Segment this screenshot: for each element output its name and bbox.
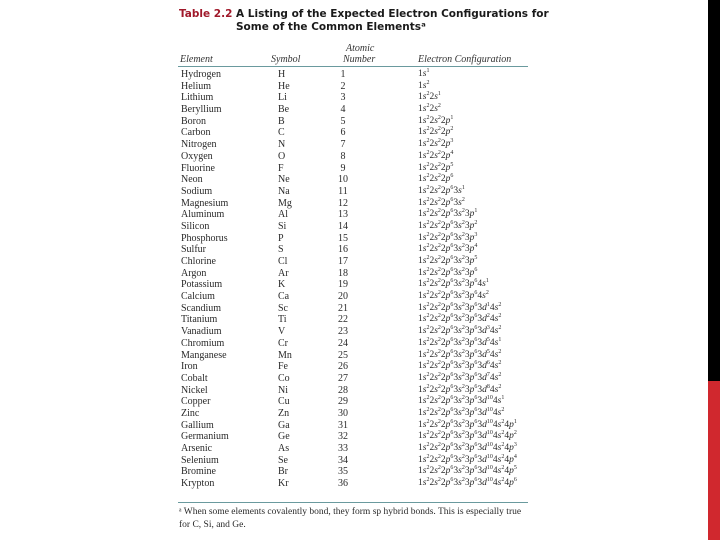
table-title: A Listing of the Expected Electron Configurations for Some of the Common Elementsᵃ: [236, 8, 549, 33]
element-name: Manganese: [181, 349, 227, 361]
electron-configuration: $1s^22s^22p^2$: [418, 126, 454, 138]
electron-configuration: $1s^22s^22p^6$: [418, 173, 454, 185]
electron-configuration: $1s^22s^22p^63s^23p^64s^2$: [418, 290, 489, 302]
element-name: Vanadium: [181, 326, 222, 338]
element-symbol: Al: [278, 209, 288, 221]
table-row: [0, 151, 720, 163]
element-symbol: N: [278, 139, 286, 151]
electron-configuration: $1s^22s^22p^63s^23p^63d^{10}4s^24p^6$: [418, 477, 517, 489]
element-name: Zinc: [181, 407, 200, 419]
element-symbol: Ca: [278, 291, 290, 303]
element-symbol: Mg: [278, 197, 292, 209]
table-row: [0, 420, 720, 432]
table-row: [0, 279, 720, 291]
atomic-number: 31: [338, 419, 348, 431]
table-body: [0, 69, 720, 490]
electron-configuration: $1s^22s^22p^63s^1$: [418, 184, 465, 196]
table-row: [0, 127, 720, 139]
table-row: [0, 233, 720, 245]
electron-configuration: $1s^22s^22p^4$: [418, 149, 454, 161]
element-name: Silicon: [181, 220, 210, 232]
element-symbol: Ge: [278, 431, 290, 443]
element-name: Krypton: [181, 478, 215, 490]
bottom-rule: [178, 502, 528, 503]
electron-configuration: $1s^22s^22p^63s^23p^63d^14s^2$: [418, 301, 502, 313]
electron-configuration: $1s^22s^22p^63s^23p^63d^{10}4s^24p^2$: [418, 430, 517, 442]
element-name: Sulfur: [181, 244, 206, 256]
element-symbol: Sc: [278, 302, 288, 314]
element-name: Neon: [181, 174, 203, 186]
table-row: [0, 69, 720, 81]
atomic-number: 34: [338, 454, 348, 466]
electron-configuration: $1s^22s^22p^63s^23p^63d^64s^2$: [418, 360, 502, 372]
element-name: Arsenic: [181, 443, 213, 454]
electron-configuration: $1s^2$: [418, 79, 430, 91]
element-name: Carbon: [181, 127, 211, 139]
element-name: Oxygen: [181, 150, 213, 162]
table-row: [0, 466, 720, 478]
atomic-number: 29: [338, 396, 348, 408]
electron-configuration: $1s^22s^22p^63s^23p^63d^54s^2$: [418, 348, 502, 360]
electron-configuration: $1s^22s^22p^63s^23p^6$: [418, 266, 478, 278]
header-electron-configuration: Electron Configuration: [418, 54, 512, 65]
electron-configuration: $1s^22s^22p^63s^23p^63d^{10}4s^24p^3$: [418, 442, 517, 453]
atomic-number: 17: [338, 256, 348, 267]
electron-configuration: $1s^22s^2$: [418, 103, 441, 115]
table-row: [0, 198, 720, 210]
electron-configuration: $1s^22s^1$: [418, 91, 441, 103]
element-symbol: Mn: [278, 349, 292, 361]
element-symbol: H: [278, 69, 286, 80]
table-row: [0, 373, 720, 385]
header-element: Element: [180, 54, 213, 65]
element-symbol: Ar: [278, 267, 289, 279]
element-symbol: S: [278, 244, 284, 256]
atomic-number: 10: [338, 174, 348, 186]
element-symbol: Cr: [278, 337, 288, 349]
element-name: Selenium: [181, 454, 219, 466]
electron-configuration: $1s^22s^22p^1$: [418, 114, 454, 126]
element-name: Nickel: [181, 384, 208, 396]
atomic-number: 3: [340, 92, 346, 104]
element-symbol: Ne: [278, 174, 290, 186]
atomic-number: 8: [340, 150, 346, 162]
element-name: Iron: [181, 361, 198, 373]
header-symbol: Symbol: [271, 54, 301, 65]
electron-configuration: $1s^22s^22p^63s^23p^63d^84s^2$: [418, 383, 502, 395]
element-symbol: Be: [278, 104, 290, 116]
element-symbol: B: [278, 115, 285, 127]
element-name: Cobalt: [181, 372, 208, 384]
table-footnote: ᵃ When some elements covalently bond, they form sp hybrid bonds. This is especially true for C, Si, and Ge.: [179, 507, 522, 530]
element-name: Nitrogen: [181, 139, 217, 151]
electron-configuration: $1s^22s^22p^63s^23p^2$: [418, 219, 478, 231]
atomic-number: 26: [338, 361, 348, 373]
electron-configuration: $1s^22s^22p^63s^23p^63d^{10}4s^24p^4$: [418, 453, 517, 465]
atomic-number: 23: [338, 326, 348, 338]
table-row: [0, 81, 720, 93]
atomic-number: 15: [338, 232, 348, 244]
header-number: Number: [343, 54, 376, 65]
table-row: [0, 431, 720, 443]
electron-configuration: $1s^22s^22p^63s^23p^63d^{10}4s^24p^1$: [418, 418, 517, 430]
atomic-number: 12: [338, 197, 348, 209]
element-symbol: Si: [278, 220, 287, 232]
element-name: Titanium: [181, 314, 218, 326]
atomic-number: 11: [338, 185, 348, 197]
element-symbol: Li: [278, 92, 287, 104]
table-row: [0, 268, 720, 280]
electron-configuration: $1s^22s^22p^63s^23p^63d^24s^2$: [418, 313, 502, 325]
element-symbol: V: [278, 326, 286, 338]
element-symbol: O: [278, 150, 286, 162]
element-symbol: Fe: [278, 361, 288, 373]
electron-configuration: $1s^22s^22p^3$: [418, 138, 454, 150]
table-row: [0, 163, 720, 175]
electron-configuration: $1s^22s^22p^63s^23p^4$: [418, 243, 478, 255]
element-symbol: Br: [278, 466, 288, 478]
table-row: [0, 385, 720, 397]
table-row: [0, 186, 720, 198]
element-name: Beryllium: [181, 104, 222, 116]
atomic-number: 28: [338, 384, 348, 396]
electron-configuration: $1s^22s^22p^63s^23p^63d^{10}4s^24p^5$: [418, 465, 517, 477]
electron-configuration: $1s^22s^22p^63s^23p^63d^74s^2$: [418, 371, 502, 383]
element-name: Scandium: [181, 302, 221, 314]
electron-configuration: $1s^22s^22p^63s^23p^64s^1$: [418, 278, 489, 290]
atomic-number: 14: [338, 220, 348, 232]
table-row: [0, 256, 720, 268]
electron-configuration: $1s^22s^22p^63s^23p^5$: [418, 255, 478, 266]
table-row: [0, 350, 720, 362]
element-symbol: Kr: [278, 478, 289, 490]
element-symbol: P: [278, 232, 284, 244]
atomic-number: 22: [338, 314, 348, 326]
element-name: Argon: [181, 267, 207, 279]
element-name: Boron: [181, 115, 206, 127]
atomic-number: 36: [338, 478, 348, 490]
electron-configuration: $1s^22s^22p^63s^2$: [418, 196, 465, 208]
element-name: Sodium: [181, 185, 213, 197]
atomic-number: 24: [338, 337, 348, 349]
atomic-number: 18: [338, 267, 348, 279]
table-row: [0, 209, 720, 221]
element-name: Magnesium: [181, 197, 229, 209]
table-row: [0, 139, 720, 151]
table-row: [0, 478, 720, 490]
atomic-number: 32: [338, 431, 348, 443]
table-row: [0, 174, 720, 186]
element-symbol: Na: [278, 185, 290, 197]
element-symbol: He: [278, 80, 290, 92]
element-name: Helium: [181, 80, 211, 92]
header-rule: [178, 66, 528, 67]
electron-configuration: $1s^22s^22p^63s^23p^63d^34s^2$: [418, 325, 502, 337]
element-name: Copper: [181, 396, 211, 408]
table-row: [0, 326, 720, 338]
element-name: Phosphorus: [181, 232, 228, 244]
electron-configuration: $1s^22s^22p^63s^23p^63d^{10}4s^2$: [418, 406, 505, 418]
table-row: [0, 92, 720, 104]
table-row: [0, 455, 720, 467]
element-symbol: Ga: [278, 419, 290, 431]
element-symbol: Cu: [278, 396, 290, 408]
table-number: Table 2.2: [179, 8, 233, 20]
atomic-number: 4: [340, 104, 346, 116]
atomic-number: 21: [338, 302, 348, 314]
table-row: [0, 314, 720, 326]
element-name: Bromine: [181, 466, 216, 478]
element-symbol: C: [278, 127, 285, 139]
table-row: [0, 291, 720, 303]
element-symbol: Ni: [278, 384, 288, 396]
electron-configuration: $1s^22s^22p^63s^23p^63d^{10}4s^1$: [418, 395, 505, 407]
electron-configuration: $1s^22s^22p^63s^23p^63d^54s^1$: [418, 336, 502, 348]
atomic-number: 2: [340, 80, 346, 92]
header-atomic: Atomic: [346, 43, 375, 54]
electron-configuration: $1s^22s^22p^5$: [418, 161, 454, 173]
atomic-number: 7: [340, 139, 346, 151]
element-name: Calcium: [181, 291, 215, 303]
atomic-number: 25: [338, 349, 348, 361]
table-row: [0, 104, 720, 116]
table-row: [0, 116, 720, 128]
atomic-number: 5: [340, 115, 346, 127]
element-name: Hydrogen: [181, 69, 221, 80]
element-name: Aluminum: [181, 209, 225, 221]
table-row: [0, 443, 720, 455]
element-symbol: F: [278, 162, 284, 174]
atomic-number: 20: [338, 291, 348, 303]
element-name: Lithium: [181, 92, 214, 104]
atomic-number: 1: [340, 69, 346, 80]
table-row: [0, 303, 720, 315]
element-symbol: Zn: [278, 407, 290, 419]
table-row: [0, 408, 720, 420]
electron-configuration: $1s^1$: [418, 68, 430, 79]
element-symbol: Se: [278, 454, 288, 466]
table-row: [0, 396, 720, 408]
atomic-number: 9: [340, 162, 346, 174]
element-symbol: As: [278, 443, 290, 454]
electron-configuration: $1s^22s^22p^63s^23p^3$: [418, 231, 478, 243]
atomic-number: 13: [338, 209, 348, 221]
element-name: Gallium: [181, 419, 214, 431]
element-name: Germanium: [181, 431, 229, 443]
table-row: [0, 361, 720, 373]
element-name: Fluorine: [181, 162, 215, 174]
table-row: [0, 244, 720, 256]
atomic-number: 33: [338, 443, 348, 454]
atomic-number: 35: [338, 466, 348, 478]
table-row: [0, 221, 720, 233]
electron-configuration: $1s^22s^22p^63s^23p^1$: [418, 208, 478, 220]
atomic-number: 16: [338, 244, 348, 256]
element-name: Potassium: [181, 279, 223, 291]
atomic-number: 6: [340, 127, 346, 139]
element-symbol: Co: [278, 372, 290, 384]
element-symbol: Ti: [278, 314, 287, 326]
element-name: Chromium: [181, 337, 225, 349]
atomic-number: 30: [338, 407, 348, 419]
element-symbol: K: [278, 279, 286, 291]
table-row: [0, 338, 720, 350]
atomic-number: 27: [338, 372, 348, 384]
element-name: Chlorine: [181, 256, 216, 267]
atomic-number: 19: [338, 279, 348, 291]
element-symbol: Cl: [278, 256, 288, 267]
